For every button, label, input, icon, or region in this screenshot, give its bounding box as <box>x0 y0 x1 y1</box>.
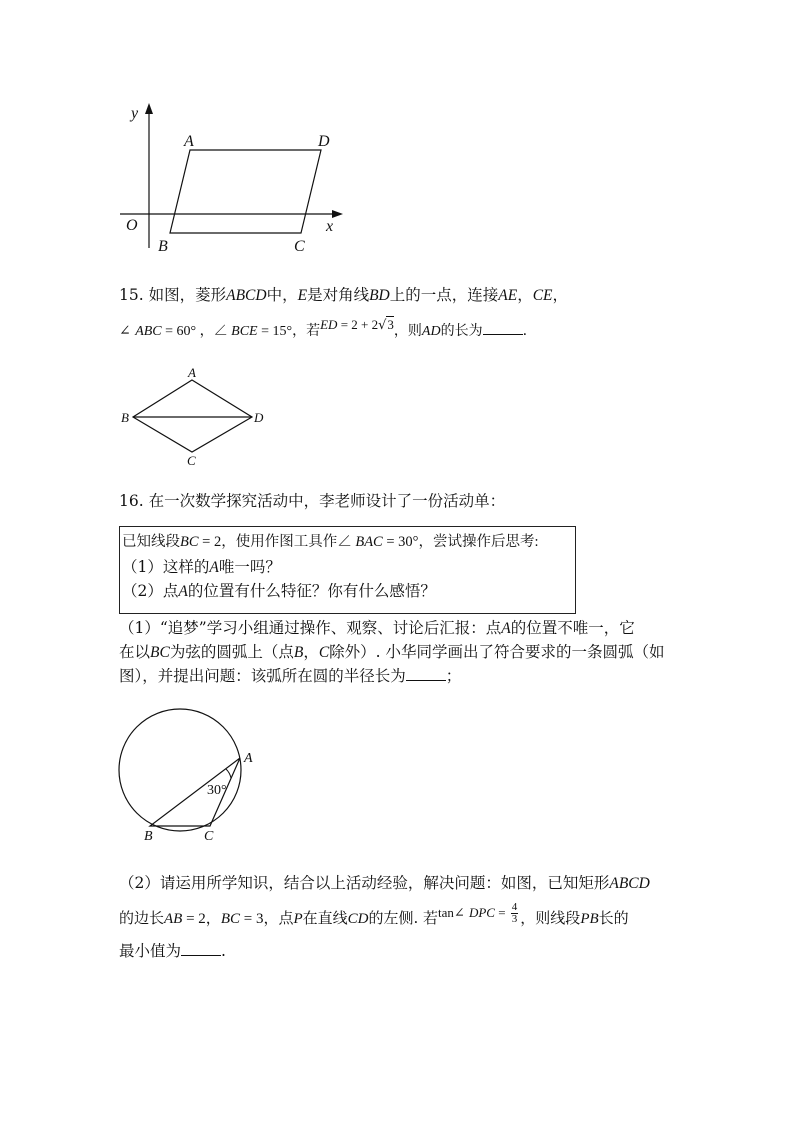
label-c: C <box>294 238 305 255</box>
coordinate-parallelogram-figure <box>115 98 350 258</box>
answer-blank-q16-2 <box>181 941 221 956</box>
answer-blank-q15 <box>483 320 523 335</box>
q16-part1-line-2: 在以BC为弦的圆弧上（点B，C除外）. 小华同学画出了符合要求的一条圆弧（如 <box>119 643 665 661</box>
label-a: A <box>184 133 194 150</box>
answer-blank-q16-1 <box>406 666 446 681</box>
angle-arc-30 <box>226 769 231 778</box>
label-y: y <box>131 105 139 122</box>
rhombus-abcd <box>133 380 252 452</box>
circle-arc-figure <box>110 700 270 845</box>
q16-part1-line-3: 图），并提出问题：该弧所在圆的半径长为 ； <box>119 667 462 685</box>
parallelogram-abcd <box>170 150 321 233</box>
label-a: A <box>188 365 196 380</box>
q16-intro: 16. 在一次数学探究活动中，李老师设计了一份活动单： <box>119 492 506 510</box>
q16-part2-line-1: （2）请运用所学知识，结合以上活动经验，解决问题：如图，已知矩形ABCD <box>119 874 650 892</box>
label-x: x <box>326 218 334 235</box>
activity-sheet-box <box>119 526 576 614</box>
y-axis-arrow <box>145 103 153 114</box>
label-b: B <box>158 238 168 255</box>
activity-line-3: （2）点A的位置有什么特征？你有什么感悟？ <box>122 582 436 600</box>
label-d: D <box>254 410 264 425</box>
label-d: D <box>318 133 330 150</box>
q15-line-2: ∠ ABC = 60° ，∠ BCE = 15°，若ED = 2 + 2√3，则AD的长为 . <box>119 317 528 339</box>
label-o: O <box>126 217 138 234</box>
q15-line-1: 15. 如图，菱形ABCD中，E是对角线BD上的一点，连接AE，CE， <box>119 286 569 304</box>
rhombus-figure <box>115 364 275 472</box>
x-axis-arrow <box>332 210 343 218</box>
label-c: C <box>187 453 196 468</box>
q16-part2-line-3: 最小值为 . <box>119 942 226 960</box>
circle <box>119 709 241 831</box>
label-a: A <box>244 751 253 766</box>
label-angle-30: 30° <box>207 783 227 798</box>
label-b: B <box>121 410 129 425</box>
label-b: B <box>144 829 153 844</box>
activity-line-2: （1）这样的A唯一吗？ <box>122 558 281 576</box>
q16-part1-line-1: （1）“追梦”学习小组通过操作、观察、讨论后汇报：点A的位置不唯一，它 <box>119 619 635 637</box>
q16-part2-line-2: 的边长AB = 2，BC = 3，点P在直线CD的左侧. 若tan∠ DPC = $\frac{4}{3}$ ，则线段PB长的 <box>119 901 629 927</box>
fraction-4-3: $\frac{4}{3}$ <box>511 901 518 925</box>
label-c: C <box>204 829 214 844</box>
activity-line-1: 已知线段BC = 2，使用作图工具作∠ BAC = 30°，尝试操作后思考: <box>122 534 539 550</box>
